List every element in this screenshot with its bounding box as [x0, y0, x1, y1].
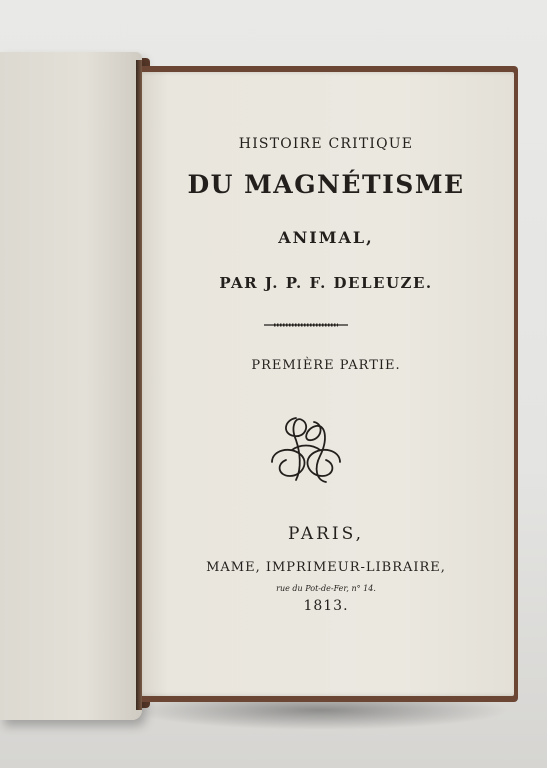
publisher-line: MAME, IMPRIMEUR-LIBRAIRE, — [206, 560, 446, 575]
author-line: PAR J. P. F. DELEUZE. — [219, 274, 433, 292]
title-line-histoire: HISTOIRE CRITIQUE — [238, 136, 414, 152]
ornamental-rule — [264, 322, 348, 328]
address-line: rue du Pot-de-Fer, n° 14. — [276, 584, 376, 593]
title-line-magnetisme: DU MAGNÉTISME — [187, 170, 465, 199]
monogram-icon — [266, 410, 346, 490]
city-line: PARIS, — [287, 524, 365, 544]
left-page — [0, 52, 142, 720]
year-line: 1813. — [303, 598, 349, 614]
title-line-animal: ANIMAL, — [278, 228, 374, 247]
part-line: PREMIÈRE PARTIE. — [251, 358, 401, 373]
